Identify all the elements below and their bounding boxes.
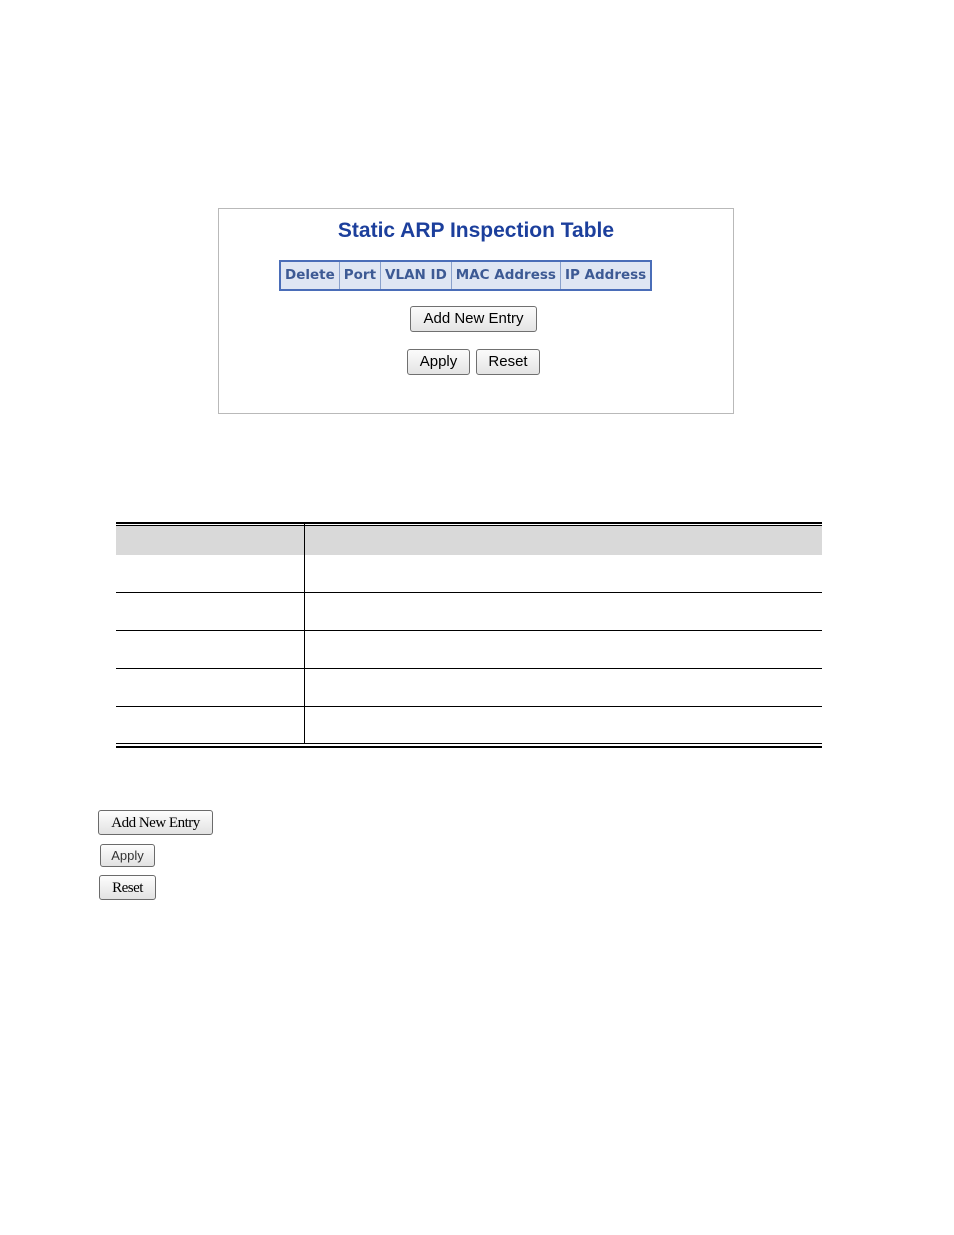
legend-reset-button[interactable]: Reset (99, 875, 156, 900)
table-row (116, 669, 822, 707)
parameter-table (116, 522, 822, 748)
column-ip-address: IP Address (560, 262, 650, 289)
table-row (116, 555, 822, 593)
apply-button[interactable]: Apply (407, 349, 470, 375)
table-row (116, 707, 822, 745)
table-row (116, 593, 822, 631)
legend-add-new-entry-button[interactable]: Add New Entry (98, 810, 213, 835)
table-header-row (281, 262, 650, 289)
add-new-entry-button[interactable]: Add New Entry (410, 306, 537, 332)
table-row (116, 631, 822, 669)
param-table-header (116, 526, 822, 555)
reset-button[interactable]: Reset (476, 349, 540, 375)
column-port: Port (339, 262, 380, 289)
static-arp-inspection-panel (218, 208, 734, 414)
column-mac-address: MAC Address (451, 262, 560, 289)
legend-apply-button[interactable]: Apply (100, 844, 155, 867)
column-vlan-id: VLAN ID (380, 262, 451, 289)
column-delete: Delete (281, 262, 339, 289)
static-arp-inspection-table (279, 260, 652, 291)
param-column-divider (304, 522, 305, 744)
param-table-bottom-border (116, 743, 822, 748)
panel-title: Static ARP Inspection Table (337, 219, 615, 242)
